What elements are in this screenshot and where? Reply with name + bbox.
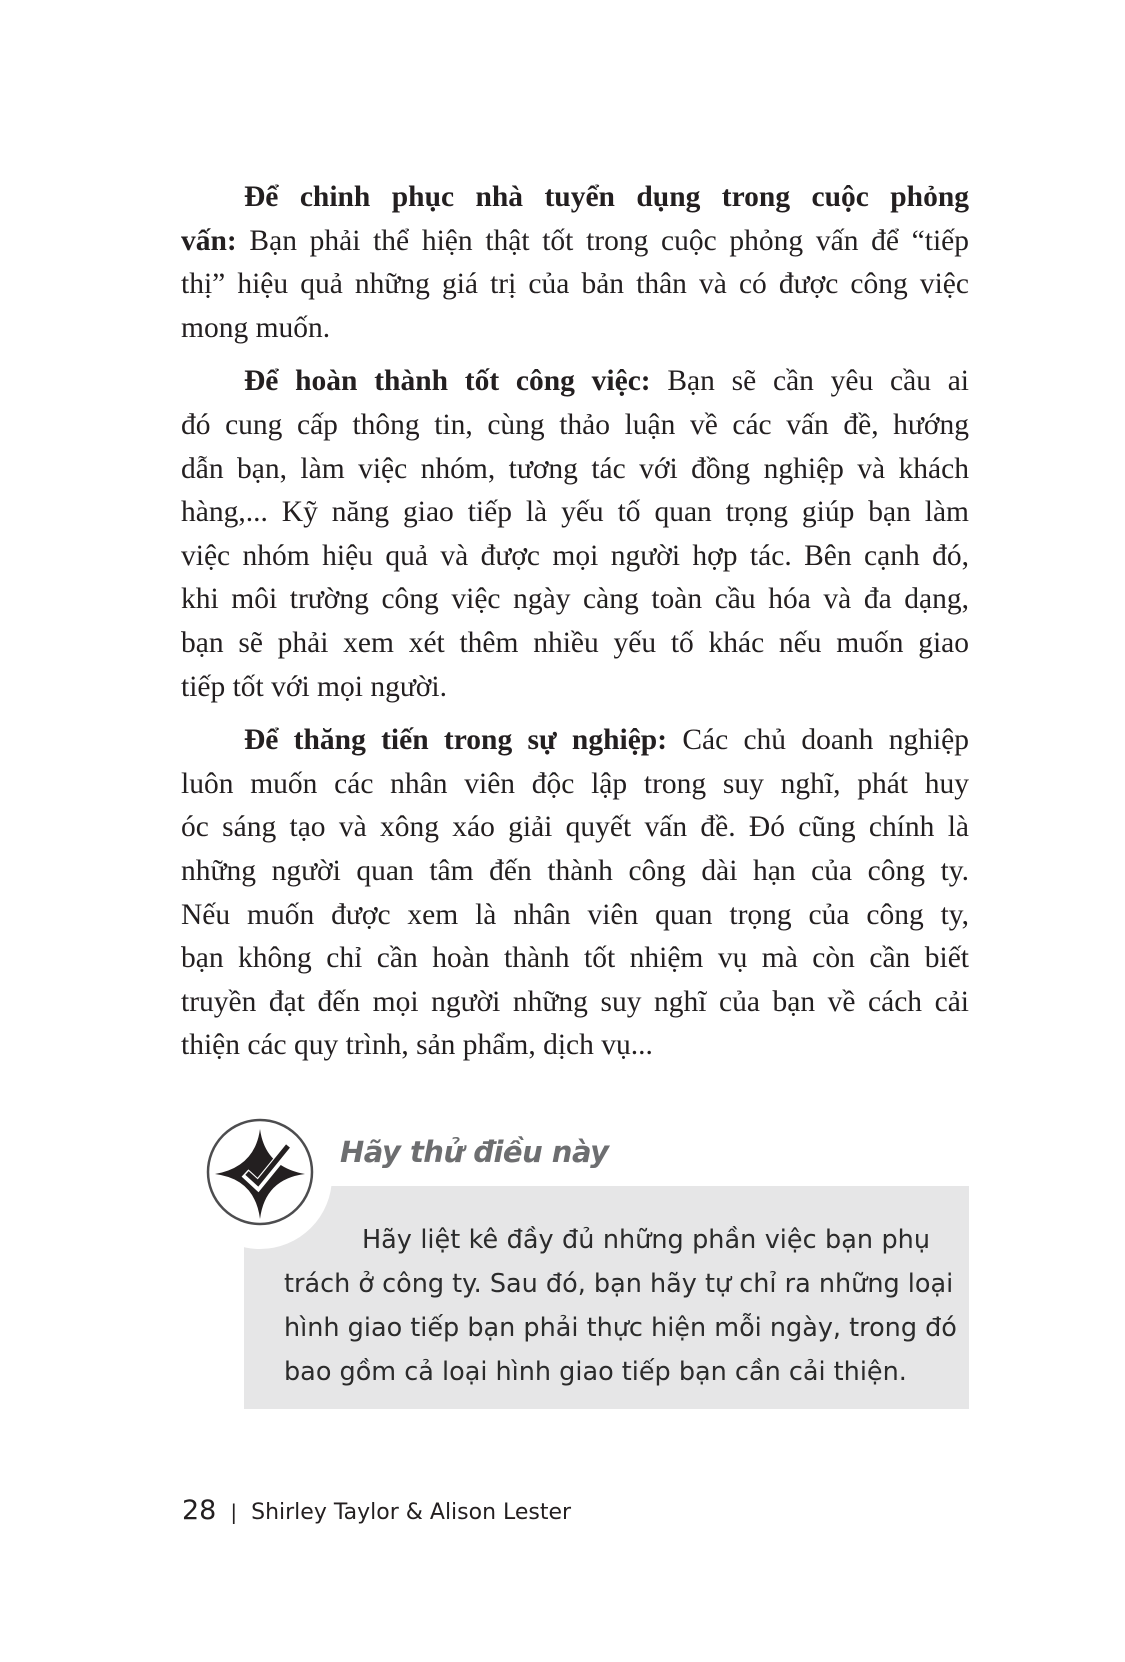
text-line xyxy=(181,448,969,492)
paragraph xyxy=(181,360,969,709)
text-line xyxy=(181,894,969,938)
text-line xyxy=(181,763,969,807)
tip-line: Hãy liệt kê đầy đủ những phần việc bạn phụ xyxy=(362,1225,930,1255)
line-text: Các chủ doanh nghiệp xyxy=(667,724,969,757)
line-text: thị” hiệu quả những giá trị của bản thân và có được công việc xyxy=(181,268,969,301)
paragraph xyxy=(181,719,969,1068)
page-number: 28 xyxy=(182,1495,217,1526)
paragraph-lead: Để thăng tiến trong sự nghiệp: xyxy=(244,724,668,757)
line-text: luôn muốn các nhân viên độc lập trong suy nghĩ, phát huy xyxy=(181,767,969,800)
line-text: khi môi trường công việc ngày càng toàn cầu hóa và đa dạng, xyxy=(181,583,969,616)
text-line xyxy=(181,578,969,622)
text-line xyxy=(181,491,969,535)
line-text: đó cung cấp thông tin, cùng thảo luận về các vấn đề, hướng xyxy=(181,408,969,441)
text-line xyxy=(181,806,969,850)
tip-line: bao gồm cả loại hình giao tiếp bạn cần cải thiện. xyxy=(284,1357,907,1387)
line-text: dẫn bạn, làm việc nhóm, tương tác với đồng nghiệp và khách xyxy=(181,452,969,485)
text-line xyxy=(181,666,969,710)
text-line xyxy=(181,404,969,448)
text-line xyxy=(181,263,969,307)
text-line xyxy=(181,981,969,1025)
tip-title: Hãy thử điều này xyxy=(340,1135,609,1169)
text-line xyxy=(181,622,969,666)
star-check-icon xyxy=(205,1117,315,1227)
line-text: hàng,... Kỹ năng giao tiếp là yếu tố quan trọng giúp bạn làm xyxy=(181,496,969,529)
footer-authors: Shirley Taylor & Alison Lester xyxy=(251,1500,572,1525)
line-text: bạn sẽ phải xem xét thêm nhiều yếu tố khác nếu muốn giao xyxy=(181,626,969,659)
body-text xyxy=(181,176,969,1078)
footer-separator: | xyxy=(230,1500,238,1524)
line-text: những người quan tâm đến thành công dài hạn của công ty. xyxy=(181,854,969,887)
text-line xyxy=(181,535,969,579)
line-text: thiện các quy trình, sản phẩm, dịch vụ... xyxy=(181,1029,653,1062)
paragraph-lead: Để hoàn thành tốt công việc: xyxy=(244,365,651,398)
paragraph-lead: vấn: xyxy=(181,224,237,257)
line-text: Bạn phải thể hiện thật tốt trong cuộc phỏng vấn để “tiếp xyxy=(236,224,969,257)
text-line xyxy=(181,850,969,894)
line-text: truyền đạt đến mọi người những suy nghĩ của bạn về cách cải xyxy=(181,985,969,1018)
text-line xyxy=(181,220,969,264)
line-text: Nếu muốn được xem là nhân viên quan trọng của công ty, xyxy=(181,898,969,931)
text-line xyxy=(181,307,969,351)
text-line xyxy=(181,176,969,220)
tip-line: trách ở công ty. Sau đó, bạn hãy tự chỉ ra những loại xyxy=(284,1269,954,1299)
tip-line: hình giao tiếp bạn phải thực hiện mỗi ngày, trong đó xyxy=(284,1313,957,1343)
line-text: việc nhóm hiệu quả và được mọi người hợp tác. Bên cạnh đó, xyxy=(181,539,969,572)
line-text: mong muốn. xyxy=(181,311,331,344)
text-line xyxy=(181,719,969,763)
page-footer xyxy=(182,1495,571,1526)
line-text: tiếp tốt với mọi người. xyxy=(181,670,447,703)
paragraph-lead: Để chinh phục nhà tuyển dụng trong cuộc phỏng xyxy=(244,181,969,213)
text-line xyxy=(181,360,969,404)
paragraph xyxy=(181,176,969,350)
text-line xyxy=(181,937,969,981)
line-text: óc sáng tạo và xông xáo giải quyết vấn đề. Đó cũng chính là xyxy=(181,811,969,844)
line-text: bạn không chỉ cần hoàn thành tốt nhiệm vụ mà còn cần biết xyxy=(181,942,969,975)
line-text: Bạn sẽ cần yêu cầu ai xyxy=(650,365,969,398)
tip-text xyxy=(284,1218,957,1394)
text-line xyxy=(181,1024,969,1068)
